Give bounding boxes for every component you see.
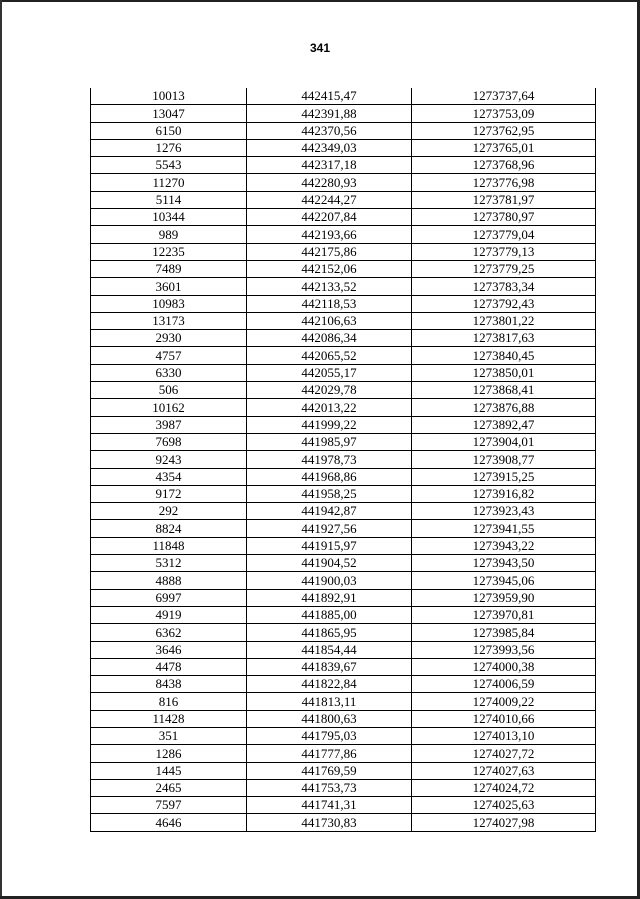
point-id-cell: 1286: [91, 745, 247, 762]
point-id-cell: 6330: [91, 364, 247, 381]
y-coordinate-cell: 1273916,82: [412, 485, 596, 502]
y-coordinate-cell: 1273779,25: [412, 260, 596, 277]
x-coordinate-cell: 441730,83: [247, 814, 412, 831]
table-row: [91, 537, 596, 554]
y-coordinate-cell: 1273959,90: [412, 589, 596, 606]
point-id-cell: 989: [91, 226, 247, 243]
x-coordinate-cell: 442106,63: [247, 312, 412, 329]
x-coordinate-cell: 442415,47: [247, 88, 412, 105]
table-row: [91, 658, 596, 675]
table-row: [91, 330, 596, 347]
y-coordinate-cell: 1273945,06: [412, 572, 596, 589]
table-row: [91, 260, 596, 277]
point-id-cell: 1445: [91, 762, 247, 779]
point-id-cell: 13173: [91, 312, 247, 329]
y-coordinate-cell: 1273817,63: [412, 330, 596, 347]
point-id-cell: 4646: [91, 814, 247, 831]
point-id-cell: 4757: [91, 347, 247, 364]
x-coordinate-cell: 441777,86: [247, 745, 412, 762]
point-id-cell: 9172: [91, 485, 247, 502]
y-coordinate-cell: 1273765,01: [412, 139, 596, 156]
point-id-cell: 8824: [91, 520, 247, 537]
y-coordinate-cell: 1273781,97: [412, 191, 596, 208]
x-coordinate-cell: 441985,97: [247, 433, 412, 450]
y-coordinate-cell: 1273801,22: [412, 312, 596, 329]
point-id-cell: 2465: [91, 779, 247, 796]
x-coordinate-cell: 442133,52: [247, 278, 412, 295]
point-id-cell: 4478: [91, 658, 247, 675]
point-id-cell: 11270: [91, 174, 247, 191]
point-id-cell: 2930: [91, 330, 247, 347]
table-row: [91, 433, 596, 450]
y-coordinate-cell: 1274013,10: [412, 727, 596, 744]
x-coordinate-cell: 442118,53: [247, 295, 412, 312]
point-id-cell: 816: [91, 693, 247, 710]
x-coordinate-cell: 442280,93: [247, 174, 412, 191]
point-id-cell: 10983: [91, 295, 247, 312]
y-coordinate-cell: 1273776,98: [412, 174, 596, 191]
point-id-cell: 3646: [91, 641, 247, 658]
table-row: [91, 485, 596, 502]
point-id-cell: 3601: [91, 278, 247, 295]
coordinates-table: [90, 88, 596, 832]
y-coordinate-cell: 1274027,63: [412, 762, 596, 779]
y-coordinate-cell: 1273768,96: [412, 157, 596, 174]
table-row: [91, 295, 596, 312]
y-coordinate-cell: 1273970,81: [412, 606, 596, 623]
point-id-cell: 5312: [91, 555, 247, 572]
table-row: [91, 814, 596, 831]
point-id-cell: 10013: [91, 88, 247, 105]
y-coordinate-cell: 1273876,88: [412, 399, 596, 416]
table-row: [91, 589, 596, 606]
x-coordinate-cell: 441892,91: [247, 589, 412, 606]
y-coordinate-cell: 1274024,72: [412, 779, 596, 796]
table-row: [91, 364, 596, 381]
y-coordinate-cell: 1273868,41: [412, 382, 596, 399]
x-coordinate-cell: 441753,73: [247, 779, 412, 796]
y-coordinate-cell: 1274009,22: [412, 693, 596, 710]
table-row: [91, 139, 596, 156]
y-coordinate-cell: 1273779,04: [412, 226, 596, 243]
table-row: [91, 779, 596, 796]
table-row: [91, 520, 596, 537]
y-coordinate-cell: 1273943,22: [412, 537, 596, 554]
y-coordinate-cell: 1273792,43: [412, 295, 596, 312]
y-coordinate-cell: 1273762,95: [412, 122, 596, 139]
x-coordinate-cell: 442193,66: [247, 226, 412, 243]
point-id-cell: 11848: [91, 537, 247, 554]
y-coordinate-cell: 1273753,09: [412, 105, 596, 122]
point-id-cell: 7698: [91, 433, 247, 450]
x-coordinate-cell: 442175,86: [247, 243, 412, 260]
point-id-cell: 4354: [91, 468, 247, 485]
table-row: [91, 676, 596, 693]
point-id-cell: 506: [91, 382, 247, 399]
x-coordinate-cell: 441958,25: [247, 485, 412, 502]
table-row: [91, 555, 596, 572]
x-coordinate-cell: 441800,63: [247, 710, 412, 727]
point-id-cell: 6997: [91, 589, 247, 606]
y-coordinate-cell: 1274000,38: [412, 658, 596, 675]
table-row: [91, 88, 596, 105]
x-coordinate-cell: 441915,97: [247, 537, 412, 554]
table-row: [91, 710, 596, 727]
table-row: [91, 122, 596, 139]
x-coordinate-cell: 442317,18: [247, 157, 412, 174]
table-row: [91, 762, 596, 779]
coordinates-table-body: [91, 88, 596, 831]
x-coordinate-cell: 441854,44: [247, 641, 412, 658]
table-row: [91, 174, 596, 191]
y-coordinate-cell: 1273908,77: [412, 451, 596, 468]
point-id-cell: 13047: [91, 105, 247, 122]
table-row: [91, 606, 596, 623]
point-id-cell: 7489: [91, 260, 247, 277]
y-coordinate-cell: 1273941,55: [412, 520, 596, 537]
point-id-cell: 351: [91, 727, 247, 744]
x-coordinate-cell: 441900,03: [247, 572, 412, 589]
x-coordinate-cell: 441769,59: [247, 762, 412, 779]
point-id-cell: 4888: [91, 572, 247, 589]
x-coordinate-cell: 441978,73: [247, 451, 412, 468]
point-id-cell: 8438: [91, 676, 247, 693]
x-coordinate-cell: 442065,52: [247, 347, 412, 364]
x-coordinate-cell: 442391,88: [247, 105, 412, 122]
table-row: [91, 451, 596, 468]
x-coordinate-cell: 441942,87: [247, 503, 412, 520]
x-coordinate-cell: 442349,03: [247, 139, 412, 156]
point-id-cell: 10162: [91, 399, 247, 416]
table-row: [91, 745, 596, 762]
table-row: [91, 312, 596, 329]
x-coordinate-cell: 442370,56: [247, 122, 412, 139]
point-id-cell: 5543: [91, 157, 247, 174]
table-row: [91, 243, 596, 260]
y-coordinate-cell: 1273904,01: [412, 433, 596, 450]
x-coordinate-cell: 442207,84: [247, 209, 412, 226]
y-coordinate-cell: 1274025,63: [412, 797, 596, 814]
table-row: [91, 641, 596, 658]
y-coordinate-cell: 1273923,43: [412, 503, 596, 520]
point-id-cell: 10344: [91, 209, 247, 226]
point-id-cell: 7597: [91, 797, 247, 814]
table-row: [91, 382, 596, 399]
x-coordinate-cell: 441927,56: [247, 520, 412, 537]
y-coordinate-cell: 1273850,01: [412, 364, 596, 381]
x-coordinate-cell: 441904,52: [247, 555, 412, 572]
point-id-cell: 292: [91, 503, 247, 520]
y-coordinate-cell: 1273993,56: [412, 641, 596, 658]
point-id-cell: 9243: [91, 451, 247, 468]
point-id-cell: 6150: [91, 122, 247, 139]
y-coordinate-cell: 1274010,66: [412, 710, 596, 727]
table-row: [91, 347, 596, 364]
point-id-cell: 4919: [91, 606, 247, 623]
table-row: [91, 693, 596, 710]
scan-border-left: [0, 0, 2, 899]
point-id-cell: 1276: [91, 139, 247, 156]
x-coordinate-cell: 441741,31: [247, 797, 412, 814]
x-coordinate-cell: 442029,78: [247, 382, 412, 399]
table-row: [91, 624, 596, 641]
x-coordinate-cell: 442086,34: [247, 330, 412, 347]
table-row: [91, 503, 596, 520]
table-row: [91, 416, 596, 433]
y-coordinate-cell: 1274027,98: [412, 814, 596, 831]
x-coordinate-cell: 442244,27: [247, 191, 412, 208]
table-row: [91, 399, 596, 416]
x-coordinate-cell: 441968,86: [247, 468, 412, 485]
table-row: [91, 209, 596, 226]
table-row: [91, 278, 596, 295]
y-coordinate-cell: 1273915,25: [412, 468, 596, 485]
y-coordinate-cell: 1273737,64: [412, 88, 596, 105]
table-row: [91, 157, 596, 174]
x-coordinate-cell: 442013,22: [247, 399, 412, 416]
y-coordinate-cell: 1273779,13: [412, 243, 596, 260]
x-coordinate-cell: 441885,00: [247, 606, 412, 623]
y-coordinate-cell: 1273840,45: [412, 347, 596, 364]
point-id-cell: 6362: [91, 624, 247, 641]
y-coordinate-cell: 1273780,97: [412, 209, 596, 226]
scan-border-top: [0, 0, 640, 2]
x-coordinate-cell: 441813,11: [247, 693, 412, 710]
y-coordinate-cell: 1274006,59: [412, 676, 596, 693]
x-coordinate-cell: 441839,67: [247, 658, 412, 675]
table-row: [91, 468, 596, 485]
table-row: [91, 226, 596, 243]
x-coordinate-cell: 441822,84: [247, 676, 412, 693]
table-row: [91, 191, 596, 208]
x-coordinate-cell: 441865,95: [247, 624, 412, 641]
page-number: 341: [309, 41, 331, 55]
y-coordinate-cell: 1273985,84: [412, 624, 596, 641]
y-coordinate-cell: 1274027,72: [412, 745, 596, 762]
y-coordinate-cell: 1273892,47: [412, 416, 596, 433]
table-row: [91, 105, 596, 122]
point-id-cell: 12235: [91, 243, 247, 260]
x-coordinate-cell: 442055,17: [247, 364, 412, 381]
table-row: [91, 572, 596, 589]
point-id-cell: 11428: [91, 710, 247, 727]
x-coordinate-cell: 442152,06: [247, 260, 412, 277]
table-row: [91, 727, 596, 744]
x-coordinate-cell: 441999,22: [247, 416, 412, 433]
table-row: [91, 797, 596, 814]
point-id-cell: 5114: [91, 191, 247, 208]
y-coordinate-cell: 1273943,50: [412, 555, 596, 572]
y-coordinate-cell: 1273783,34: [412, 278, 596, 295]
point-id-cell: 3987: [91, 416, 247, 433]
x-coordinate-cell: 441795,03: [247, 727, 412, 744]
